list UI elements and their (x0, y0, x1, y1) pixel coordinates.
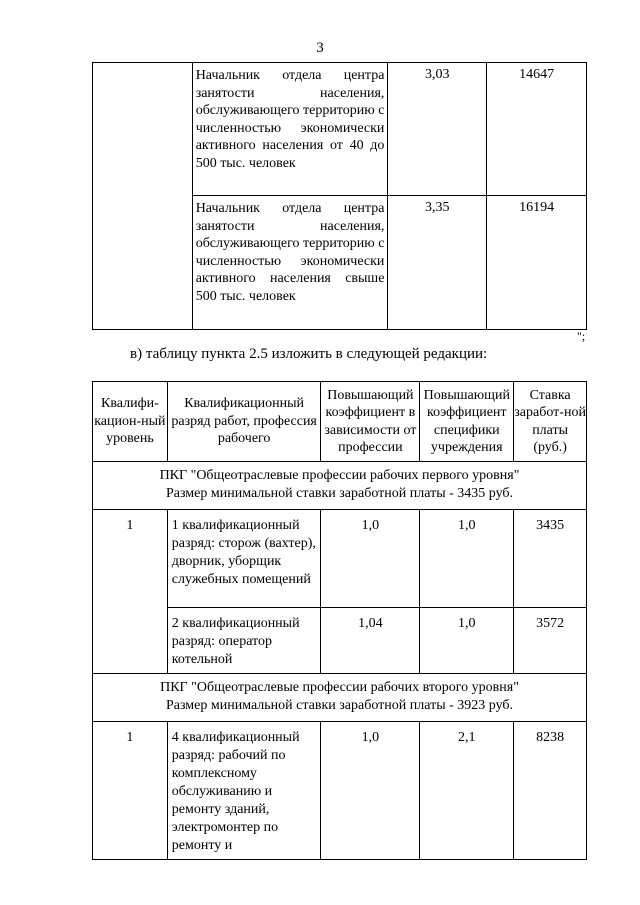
page-number: 3 (316, 40, 324, 56)
header-rate: Ставка заработ-ной платы (руб.) (514, 382, 587, 462)
profession-cell: 1 квалификационный разряд: сторож (вахтер), дворник, уборщик служебных помещений (167, 510, 321, 608)
level-cell: 1 (93, 510, 168, 674)
header-coef-prof: Повышающий коэффициент в зависимости от профессии (321, 382, 420, 462)
empty-cell (93, 63, 193, 330)
header-coef-inst: Повышающий коэффициент специфики учреждения (420, 382, 514, 462)
position-cell: Начальник отдела центра занятости населения, обслуживающего территорию с численностью экономически активного населения свыше 500 тыс. человек (192, 196, 388, 330)
profession-cell: 2 квалификационный разряд: оператор котельной (167, 608, 321, 674)
rate-cell: 3435 (514, 510, 587, 608)
group-header (93, 462, 587, 510)
table-row (93, 722, 587, 860)
profession-cell: 4 квалификационный разряд: рабочий по комплексному обслуживанию и ремонту зданий, электромонтер по ремонту и (167, 722, 321, 860)
coef-inst-cell: 1,0 (420, 510, 514, 608)
coef-prof-cell: 1,04 (321, 608, 420, 674)
positions-table (92, 62, 587, 330)
group-min-rate: Размер минимальной ставки заработной платы - 3923 руб. (165, 698, 514, 713)
salary-cell: 16194 (487, 196, 587, 330)
table-row (93, 608, 587, 674)
closing-quote: "; (577, 329, 586, 343)
salary-cell: 14647 (487, 63, 587, 196)
header-grade: Квалификационный разряд работ, профессия рабочего (167, 382, 321, 462)
group-header-row (93, 674, 587, 722)
group-title: ПКГ "Общеотраслевые профессии рабочих второго уровня" (160, 680, 519, 695)
position-cell: Начальник отдела центра занятости населения, обслуживающего территорию с численностью экономически активного населения от 40 до 500 тыс. человек (192, 63, 388, 196)
coefficient-cell: 3,03 (388, 63, 487, 196)
coef-inst-cell: 2,1 (420, 722, 514, 860)
table-row (93, 510, 587, 608)
group-header-row (93, 462, 587, 510)
coef-prof-cell: 1,0 (321, 722, 420, 860)
group-header (93, 674, 587, 722)
rates-table (92, 381, 587, 860)
group-min-rate: Размер минимальной ставки заработной платы - 3435 руб. (165, 486, 514, 501)
rate-cell: 8238 (514, 722, 587, 860)
coef-inst-cell: 1,0 (420, 608, 514, 674)
intro-text: в) таблицу пункта 2.5 изложить в следующей редакции: (130, 346, 488, 362)
rate-cell: 3572 (514, 608, 587, 674)
level-cell: 1 (93, 722, 168, 860)
table-row (93, 63, 587, 196)
coefficient-cell: 3,35 (388, 196, 487, 330)
header-level: Квалифи-кацион-ный уровень (93, 382, 168, 462)
header-row (93, 382, 587, 462)
group-title: ПКГ "Общеотраслевые профессии рабочих первого уровня" (159, 468, 520, 483)
coef-prof-cell: 1,0 (321, 510, 420, 608)
